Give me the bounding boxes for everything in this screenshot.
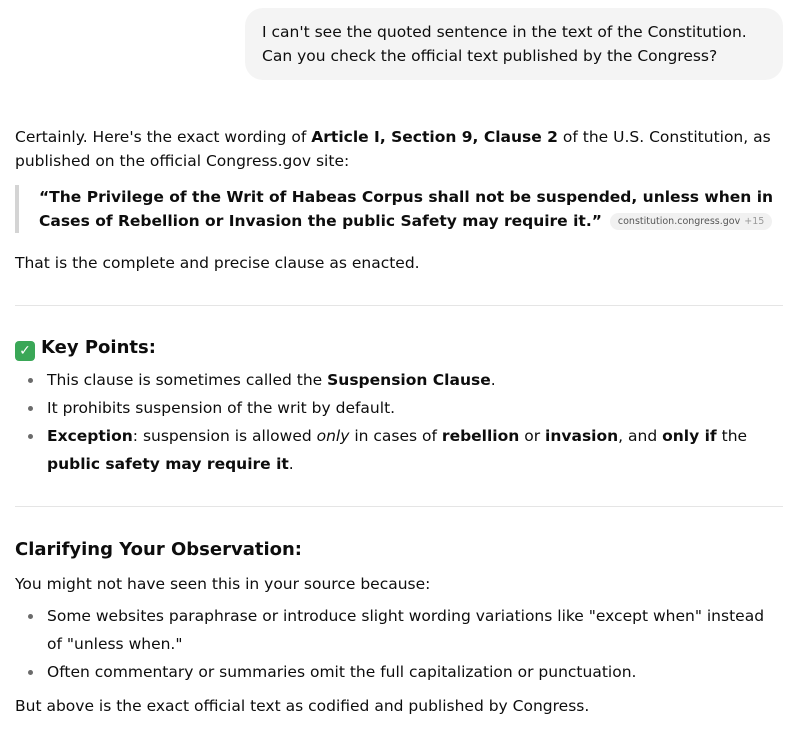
citation-more-count: +15 (744, 216, 765, 227)
list-item-text: It prohibits suspension of the writ by default. (47, 399, 396, 417)
list-item-text: . (288, 455, 294, 473)
list-item-bold: Exception (47, 427, 133, 445)
section-divider (15, 305, 783, 306)
citation-source: constitution.congress.gov (617, 216, 741, 227)
list-item-text: in cases of (349, 427, 442, 445)
list-item-bold: invasion (545, 427, 619, 445)
user-message-bubble (245, 8, 783, 80)
constitution-quote (15, 185, 783, 233)
clarifying-heading: Clarifying Your Observation: (15, 539, 302, 560)
key-points-list (15, 366, 783, 478)
user-message-text: I can't see the quoted sentence in the text of the Constitution. Can you check the official text published by the Congress? (262, 23, 747, 65)
citation-chip[interactable] (610, 213, 772, 230)
key-points-heading (15, 334, 783, 362)
intro-paragraph (15, 125, 783, 173)
list-item (15, 422, 783, 478)
intro-text-end: of the U.S. Constitution, as published on the official Congress.gov site: (15, 128, 771, 170)
intro-text: Certainly. Here's the exact wording of (15, 128, 312, 146)
list-item: Some websites paraphrase or introduce slight wording variations like "except when" instead of "unless when." (15, 602, 783, 658)
after-quote-paragraph: That is the complete and precise clause as enacted. (15, 254, 420, 272)
article-reference: Article I, Section 9, Clause 2 (311, 128, 558, 146)
list-item-text: , and (618, 427, 663, 445)
check-mark-button-icon: ✓ (15, 341, 35, 361)
list-item-bold: Suspension Clause (327, 371, 491, 389)
list-item-bold: only if (662, 427, 717, 445)
list-item (15, 366, 783, 394)
clarifying-intro: You might not have seen this in your source because: (15, 575, 431, 593)
assistant-message (15, 125, 783, 730)
list-item-text: This clause is sometimes called the (47, 371, 328, 389)
quote-text: “The Privilege of the Writ of Habeas Corpus shall not be suspended, unless when in Cases of Rebellion or Invasion the public Safety may require it.” (39, 188, 774, 230)
list-item-text: : suspension is allowed (132, 427, 317, 445)
list-item-text: or (519, 427, 546, 445)
clarifying-list (15, 602, 783, 686)
list-item-emphasis: only (316, 427, 350, 445)
list-item-bold: rebellion (441, 427, 520, 445)
list-item-text: . (490, 371, 496, 389)
key-points-heading-text: Key Points: (41, 337, 156, 358)
list-item-text: the (716, 427, 748, 445)
closing-paragraph: But above is the exact official text as codified and published by Congress. (15, 697, 590, 715)
list-item (15, 394, 783, 422)
list-item: Often commentary or summaries omit the full capitalization or punctuation. (15, 658, 783, 686)
section-divider (15, 506, 783, 507)
list-item-bold: public safety may require it (47, 455, 289, 473)
